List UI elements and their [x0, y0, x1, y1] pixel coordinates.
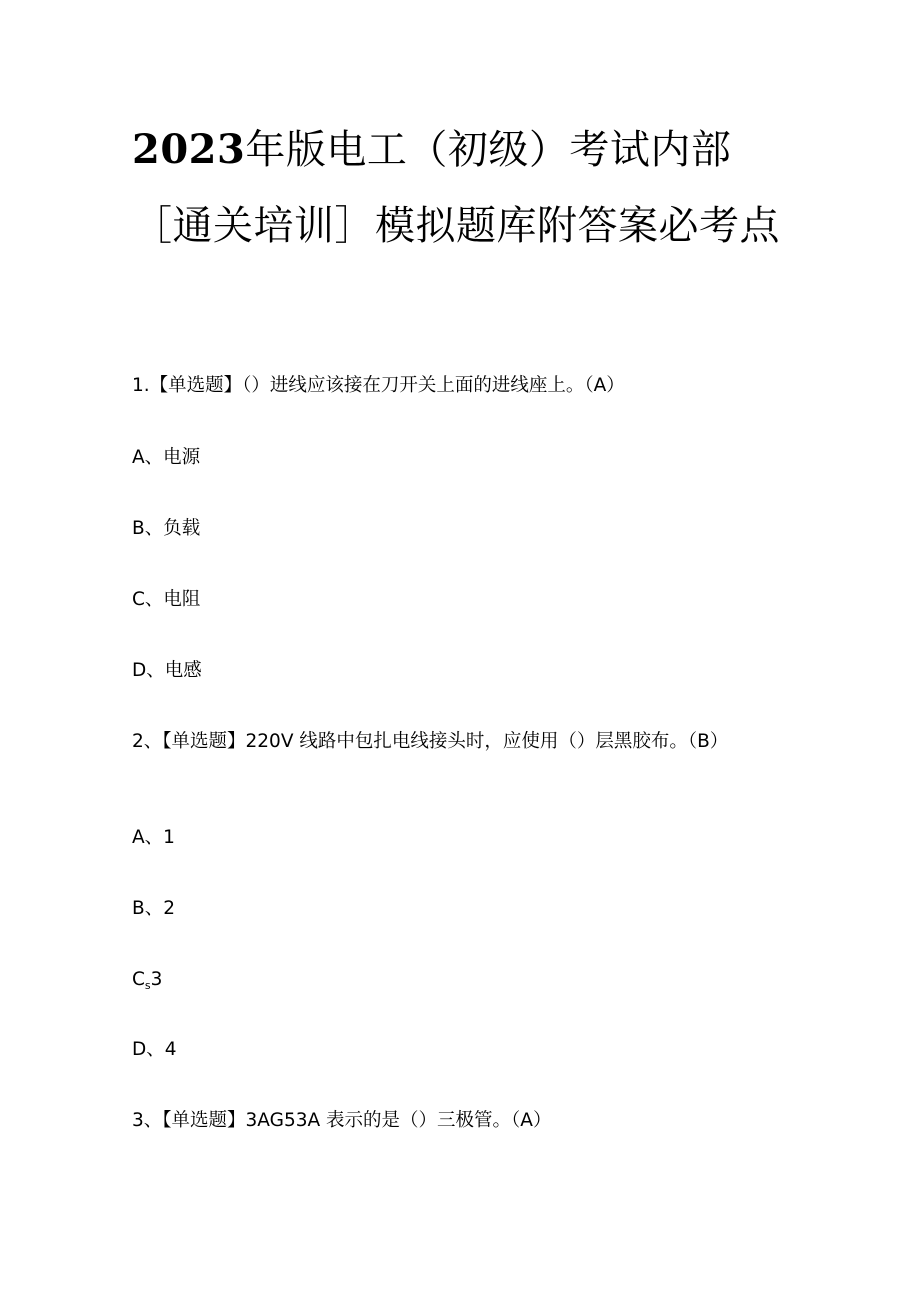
option-c-separator: s: [144, 979, 151, 992]
question-2-option-c: [132, 968, 792, 998]
question-2-stem: 2、【单选题】220V 线路中包扎电线接头时，应使用（）层黑胶布。（B）: [132, 731, 729, 752]
question-1-option-c: C、电阻: [132, 589, 201, 610]
question-1-option-d: D、电感: [132, 660, 202, 681]
question-1-option-a: A、电源: [132, 447, 201, 468]
question-1-stem: 1.【单选题】（）进线应该接在刀开关上面的进线座上。（A）: [132, 375, 625, 396]
title-text: 年版电工（初级）考试内部［通关培训］模拟题库附答案必考点: [132, 127, 780, 249]
question-1-option-b: B、负载: [132, 518, 201, 539]
question-2-option-b: B、2: [132, 898, 175, 919]
option-c-value: 3: [150, 969, 163, 990]
question-2-option-d: D、4: [132, 1039, 177, 1060]
question-3-stem: 3、【单选题】3AG53A 表示的是（）三极管。（A）: [132, 1110, 552, 1131]
document-title: [132, 112, 792, 264]
title-year: 2023: [132, 126, 246, 173]
option-c-letter: C: [132, 969, 145, 990]
question-2-option-a: A、1: [132, 827, 175, 848]
